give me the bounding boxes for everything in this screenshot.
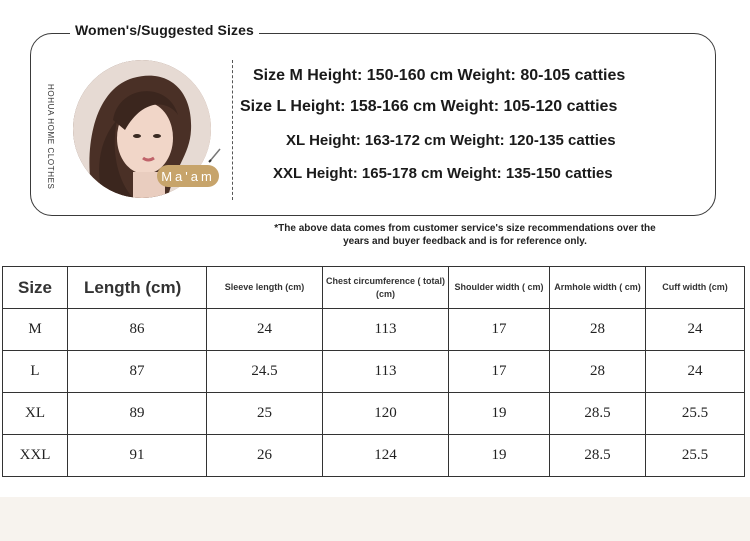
divider-dashed — [232, 60, 233, 200]
cell-shoulder: 17 — [449, 351, 550, 393]
cell-size: XXL — [3, 435, 68, 477]
cell-length: 87 — [68, 351, 207, 393]
pen-icon — [208, 147, 222, 163]
cell-sleeve: 24.5 — [207, 351, 323, 393]
header-shoulder: Shoulder width ( cm) — [449, 267, 550, 309]
cell-cuff: 24 — [646, 309, 745, 351]
note-line-1: *The above data comes from customer service's size recommendations over the — [274, 223, 656, 234]
cell-armhole: 28 — [550, 351, 646, 393]
cell-chest: 124 — [323, 435, 449, 477]
cell-cuff: 25.5 — [646, 435, 745, 477]
header-length: Length (cm) — [68, 267, 207, 309]
size-xl-recommendation: XL Height: 163-172 cm Weight: 120-135 catties — [286, 132, 616, 149]
cell-shoulder: 19 — [449, 435, 550, 477]
cell-size: M — [3, 309, 68, 351]
table-row — [3, 393, 745, 435]
cell-length: 91 — [68, 435, 207, 477]
size-m-recommendation: Size M Height: 150-160 cm Weight: 80-105 catties — [253, 67, 626, 84]
cell-chest: 113 — [323, 309, 449, 351]
header-cuff: Cuff width (cm) — [646, 267, 745, 309]
cell-size: XL — [3, 393, 68, 435]
table-row — [3, 435, 745, 477]
cell-cuff: 25.5 — [646, 393, 745, 435]
table-header-row — [3, 267, 745, 309]
table-row — [3, 351, 745, 393]
card-title: Women's/Suggested Sizes — [70, 22, 259, 38]
cell-length: 86 — [68, 309, 207, 351]
reference-note — [240, 222, 690, 248]
cell-chest: 120 — [323, 393, 449, 435]
maam-badge: Ma'am — [157, 165, 219, 187]
bottom-background-strip — [0, 497, 750, 541]
cell-shoulder: 17 — [449, 309, 550, 351]
header-sleeve-length: Sleeve length (cm) — [207, 267, 323, 309]
cell-sleeve: 25 — [207, 393, 323, 435]
size-chart-table — [2, 266, 745, 477]
cell-shoulder: 19 — [449, 393, 550, 435]
cell-sleeve: 24 — [207, 309, 323, 351]
cell-length: 89 — [68, 393, 207, 435]
cell-armhole: 28.5 — [550, 435, 646, 477]
table-row — [3, 309, 745, 351]
size-l-recommendation: Size L Height: 158-166 cm Weight: 105-120 catties — [240, 98, 618, 115]
header-armhole: Armhole width ( cm) — [550, 267, 646, 309]
note-line-2: years and buyer feedback and is for reference only. — [343, 236, 587, 247]
cell-armhole: 28.5 — [550, 393, 646, 435]
cell-chest: 113 — [323, 351, 449, 393]
size-xxl-recommendation: XXL Height: 165-178 cm Weight: 135-150 catties — [273, 165, 613, 182]
cell-cuff: 24 — [646, 351, 745, 393]
header-chest: Chest circumference ( total) (cm) — [323, 267, 449, 309]
header-size: Size — [3, 267, 68, 309]
cell-size: L — [3, 351, 68, 393]
cell-sleeve: 26 — [207, 435, 323, 477]
cell-armhole: 28 — [550, 309, 646, 351]
brand-vertical-text: HOHUA HOME CLOTHES — [46, 84, 55, 190]
